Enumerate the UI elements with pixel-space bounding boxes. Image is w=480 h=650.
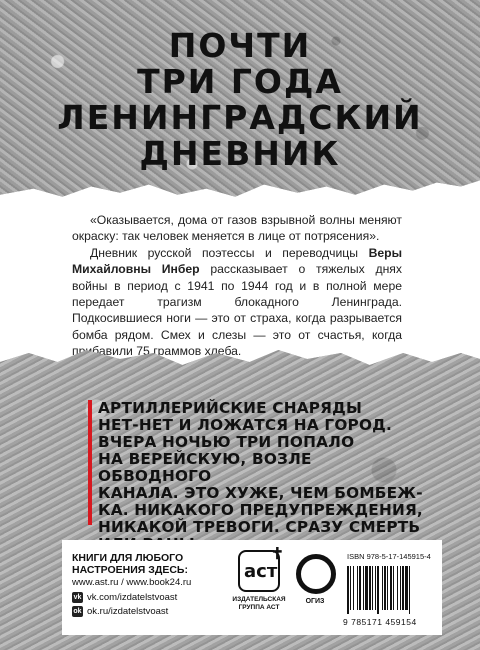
ast-label: [230, 596, 288, 612]
cross-icon: ✝: [270, 546, 284, 563]
site-links[interactable]: www.ast.ru / www.book24.ru: [72, 577, 192, 588]
book-title: [0, 28, 480, 172]
ok-icon: ok: [73, 608, 82, 615]
ast-badge: [238, 546, 284, 592]
barcode-icon: [347, 566, 435, 614]
ogiz-ring-icon: [296, 554, 336, 594]
ast-word: аст: [244, 561, 278, 582]
vk-icon: vk: [73, 594, 82, 601]
vk-url: vk.com/izdatelstvoast: [87, 592, 178, 603]
ast-logo: [230, 548, 288, 630]
promo-line: КНИГИ ДЛЯ ЛЮБОГО: [72, 552, 184, 564]
title-line: ДНЕВНИК: [139, 134, 341, 173]
vk-link[interactable]: [72, 592, 177, 603]
ok-link[interactable]: [72, 606, 168, 617]
excerpt-quote: [98, 400, 428, 553]
books-promo-title: [72, 552, 188, 576]
title-line: ТРИ ГОДА: [137, 62, 343, 101]
quote-line: НИКАКОЙ ТРЕВОГИ. СРАЗУ СМЕРТЬ: [98, 518, 421, 536]
quote-line: КА. НИКАКОГО ПРЕДУПРЕЖДЕНИЯ,: [98, 501, 423, 519]
quote-line: КАНАЛА. ЭТО ХУЖЕ, ЧЕМ БОМБЕЖ-: [98, 484, 423, 502]
description-paragraph-1: «Оказывается, дома от газов взрывной волны меняют окраску: так человек меняется в лице от потрясения».: [72, 213, 402, 244]
quote-line: НА ВЕРЕЙСКУЮ, ВОЗЛЕ ОБВОДНОГО: [98, 450, 312, 485]
author-name: Веры Михайловны Инбер: [72, 245, 402, 277]
ogiz-label: ОГИЗ: [305, 598, 325, 605]
ogiz-logo: [294, 552, 336, 622]
description-paragraph-2: [72, 245, 402, 360]
ok-url: ok.ru/izdatelstvoast: [87, 606, 169, 617]
paragraph-text: Дневник русской поэтессы и переводчицы: [90, 245, 369, 260]
barcode-number: 9 785171 459154: [343, 617, 417, 627]
publisher-footer: [62, 540, 442, 635]
title-line: ПОЧТИ: [168, 26, 312, 65]
quote-accent-bar: [88, 400, 92, 525]
quote-line: НЕТ-НЕТ И ЛОЖАТСЯ НА ГОРОД.: [98, 416, 392, 434]
quote-line: АРТИЛЛЕРИЙСКИЕ СНАРЯДЫ: [98, 399, 362, 417]
paragraph-text: рассказывает о тяжелых днях войны в период с 1941 по 1944 год и в полной мере передает трагизм блокадного Ленинграда. Подкосившиеся ноги — это от страха, когда разрывается бомба рядом. Смех и слезы — это от счастья, когда прибавили 75 граммов хлеба.: [72, 262, 402, 359]
ast-label-line: ГРУППА АСТ: [238, 604, 280, 611]
isbn: ISBN 978-5-17-145915-4: [347, 552, 431, 561]
quote-line: ВЧЕРА НОЧЬЮ ТРИ ПОПАЛО: [98, 433, 355, 451]
ast-label-line: ИЗДАТЕЛЬСКАЯ: [232, 596, 286, 603]
promo-line: НАСТРОЕНИЯ ЗДЕСЬ:: [72, 564, 188, 576]
title-line: ЛЕНИНГРАДСКИЙ: [57, 98, 423, 137]
